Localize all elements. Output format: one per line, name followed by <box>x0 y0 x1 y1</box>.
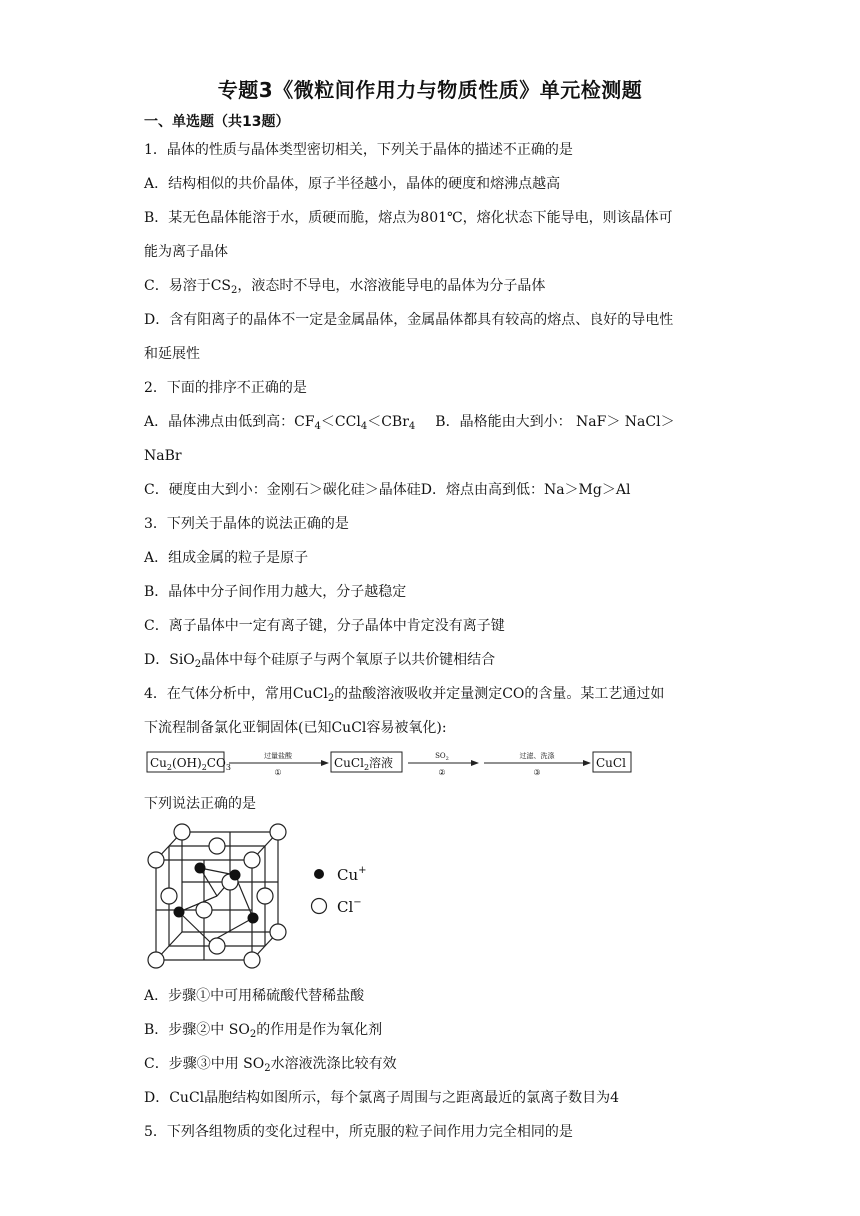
q4-option-b: B．步骤②中 $SO_2$的作用是作为氧化剂 <box>144 1022 383 1040</box>
q3-option-d: D．SiO$_2$晶体中每个硅原子与两个氧原子以共价键相结合 <box>144 652 496 670</box>
flow-box-reactant <box>147 752 231 772</box>
legend-cl <box>312 897 362 916</box>
q4-prompt: 下列说法正确的是 <box>144 796 256 812</box>
svg-text:Cu+: Cu+ <box>337 865 367 884</box>
svg-text:Cl−: Cl− <box>337 897 362 916</box>
svg-text:过滤、洗涤: 过滤、洗涤 <box>519 752 555 760</box>
svg-text:CuCl2溶液: CuCl$_2$溶液 <box>334 756 394 772</box>
q1-option-d-line1: D．含有阳离子的晶体不一定是金属晶体，金属晶体都具有较高的熔点、良好的导电性 <box>144 312 674 328</box>
process-flow-diagram <box>146 749 646 779</box>
q3-option-b: B．晶体中分子间作用力越大，分子越稳定 <box>144 584 407 600</box>
svg-text:③: ③ <box>533 768 541 777</box>
q4-stem-line1: 4．在气体分析中，常用CuCl$_2$的盐酸溶液吸收并定量测定CO的含量。某工艺通过如 <box>144 686 665 704</box>
q1-option-a: A．结构相似的共价晶体，原子半径越小，晶体的硬度和熔沸点越高 <box>144 176 561 192</box>
q5-stem: 5．下列各组物质的变化过程中，所克服的粒子间作用力完全相同的是 <box>144 1124 573 1140</box>
q2-option-d: D．熔点由高到低：Na＞Mg＞Al <box>420 482 631 498</box>
q4-option-a: A．步骤①中可用稀硫酸代替稀盐酸 <box>144 988 365 1004</box>
q2-option-b: B．晶格能由大到小： NaF＞ NaCl＞ <box>435 414 675 430</box>
legend-cu <box>314 865 367 884</box>
cucl-unit-cell-diagram <box>140 820 380 980</box>
flow-arrow-step2 <box>408 752 478 777</box>
svg-text:①: ① <box>274 768 282 777</box>
q1-option-b-line2: 能为离子晶体 <box>144 244 228 260</box>
q4-option-d: D．CuCl晶胞结构如图所示，每个氯离子周围与之距离最近的氯离子数目为4 <box>144 1090 620 1106</box>
q2-option-a: A．晶体沸点由低到高：$CF_4<CCl_4<CBr_4$ <box>144 414 416 432</box>
section-heading: 一、单选题（共13题） <box>144 114 290 130</box>
flow-box-product <box>593 752 631 772</box>
q4-stem-line2: 下流程制备氯化亚铜固体(已知CuCl容易被氧化): <box>144 720 447 736</box>
flow-arrow-step1 <box>229 751 328 777</box>
page-title: 专题3《微粒间作用力与物质性质》单元检测题 <box>217 78 643 102</box>
q1-option-c: C．易溶于$CS_2$，液态时不导电，水溶液能导电的晶体为分子晶体 <box>144 278 546 296</box>
q2-stem: 2．下面的排序不正确的是 <box>144 380 307 396</box>
svg-text:Cu2(OH)2CO3: $Cu_2(OH)_2CO_3$ <box>150 756 231 772</box>
flow-box-intermediate <box>331 752 402 772</box>
q3-option-c: C．离子晶体中一定有离子键，分子晶体中肯定没有离子键 <box>144 618 505 634</box>
q2-options-ab <box>144 412 675 432</box>
q2-option-b-cont: NaBr <box>144 448 182 464</box>
svg-text:②: ② <box>438 768 446 777</box>
q1-stem: 1．晶体的性质与晶体类型密切相关，下列关于晶体的描述不正确的是 <box>144 142 573 158</box>
q3-stem: 3．下列关于晶体的说法正确的是 <box>144 516 349 532</box>
q4-option-c: C．步骤③中用 $SO_2$水溶液洗涤比较有效 <box>144 1056 397 1074</box>
q3-option-a: A．组成金属的粒子是原子 <box>144 550 309 566</box>
svg-text:SO2: $SO_2$ <box>435 752 449 762</box>
q1-option-b-line1: B．某无色晶体能溶于水，质硬而脆，熔点为801℃，熔化状态下能导电，则该晶体可 <box>144 210 673 226</box>
svg-text:过量盐酸: 过量盐酸 <box>264 752 292 760</box>
flow-arrow-step3 <box>484 751 590 777</box>
q2-options-cd <box>144 480 630 500</box>
q2-option-c: C．硬度由大到小：金刚石＞碳化硅＞晶体硅 <box>144 482 421 498</box>
svg-text:CuCl: CuCl <box>596 756 626 770</box>
q1-option-d-line2: 和延展性 <box>144 346 200 362</box>
